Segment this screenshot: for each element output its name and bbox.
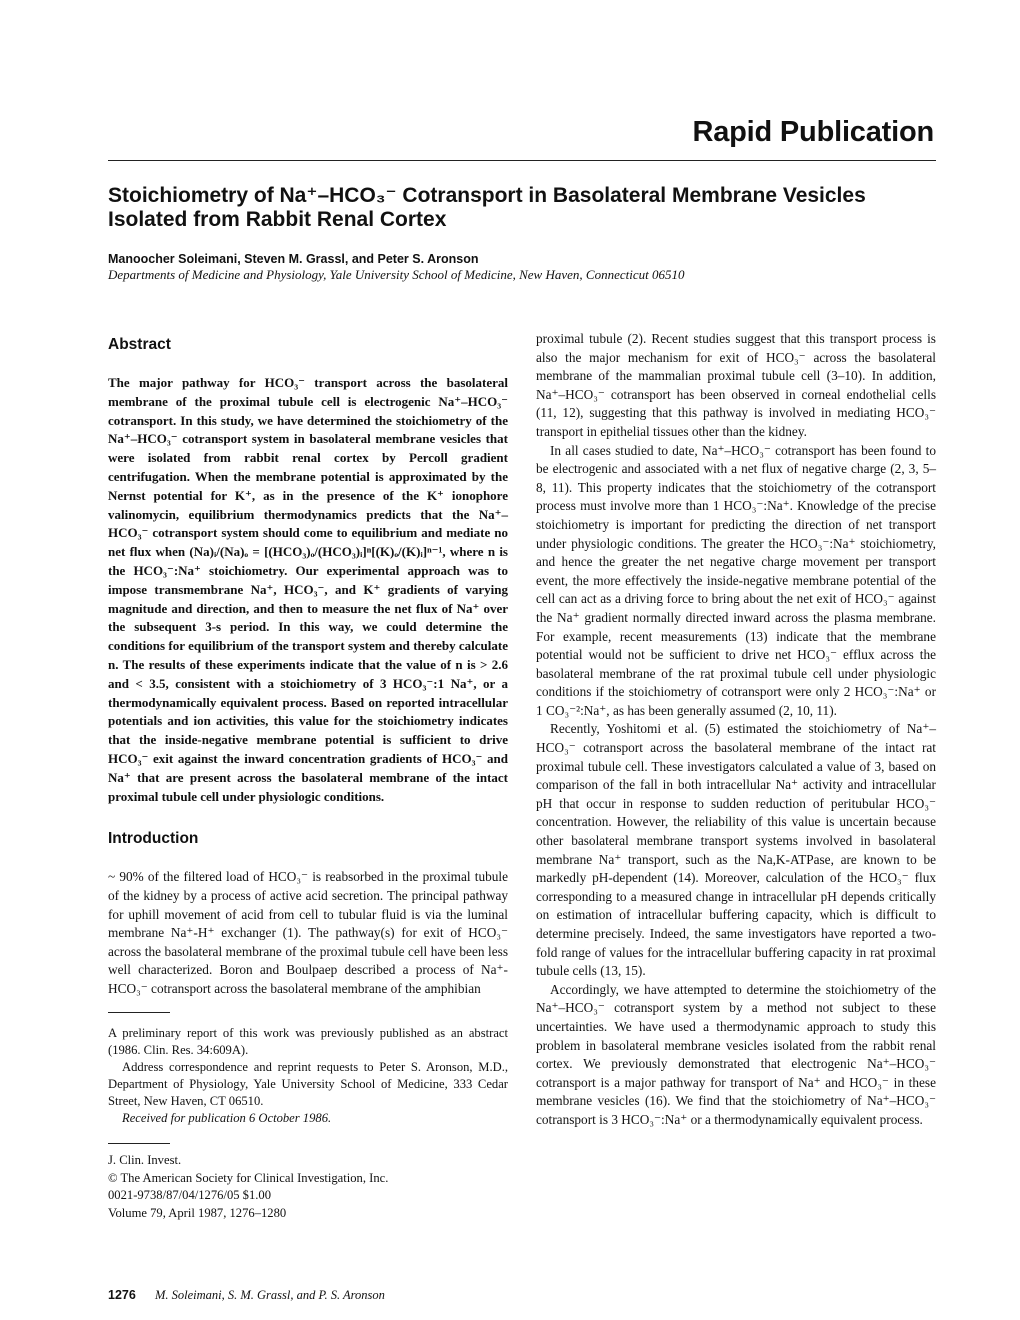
page-number: 1276 xyxy=(108,1288,136,1302)
body-paragraph: proximal tubule (2). Recent studies suggest that this transport process is also the major mechanism for exit of HCO₃⁻ across the basolateral membrane of the mammalian proximal tubule cell (3–10). In addition, Na⁺–HCO₃⁻ cotransport has been observed in corneal endothelial cells (11, 12), suggesting that this pathway is involved in mediating HCO₃⁻ transport in epithelial tissues other than the kidney. xyxy=(536,331,936,439)
body-paragraph: Recently, Yoshitomi et al. (5) estimated the stoichiometry of Na⁺–HCO₃⁻ cotransport across the basolateral membrane of the intact rat proximal tubule cell. These investigators calculated a value of 3, based on comparison of the fall in both intracellular Na⁺ activity and intracellular pH that occur in response to sudden reduction of peritubular HCO₃⁻ concentration. However, the reliability of this value is uncertain because other basolateral membrane transport systems involved in basolateral membrane Na⁺ transport, such as the Na,K-ATPase, are known to be markedly pH-dependent (14). Moreover, calculation of the HCO₃⁻ flux corresponding to a measured change in intracellular pH depends critically on estimation of intracellular buffering capacity, which is difficult to determine precisely. Indeed, the same investigators have reported a two-fold range of values for the intracellular buffering capacity in rat proximal tubule cells (13, 15). xyxy=(536,721,936,979)
introduction-paragraph: ~ 90% of the filtered load of HCO₃⁻ is reabsorbed in the proximal tubule of the kidney by a process of active acid secretion. The principal pathway for uphill movement of acid from cell to tubular fluid is via the luminal membrane Na⁺-H⁺ exchanger (1). The pathway(s) for exit of HCO₃⁻ across the basolateral membrane of the proximal tubule cell have been less well characterized. Boron and Boulpaep described a process of Na⁺-HCO₃⁻ cotransport across the basolateral membrane of the amphibian xyxy=(108,869,508,996)
affiliation: Departments of Medicine and Physiology, Yale University School of Medicine, New Haven, Connecticut 06510 xyxy=(108,267,685,282)
footnote-address: Address correspondence and reprint requests to Peter S. Aronson, M.D., Department of Physiology, Yale University School of Medicine, 333 Cedar Street, New Haven, CT 06510. xyxy=(108,1060,508,1109)
copyright: © The American Society for Clinical Investigation, Inc. xyxy=(108,1170,389,1185)
running-authors: M. Soleimani, S. M. Grassl, and P. S. Aronson xyxy=(154,1288,385,1302)
issn: 0021-9738/87/04/1276/05 $1.00 xyxy=(108,1188,272,1203)
journal-info-rule xyxy=(108,1143,170,1144)
page-footer xyxy=(108,1288,385,1303)
abstract-heading: Abstract xyxy=(108,336,171,353)
right-column xyxy=(536,330,936,1130)
journal-name: J. Clin. Invest. xyxy=(108,1153,182,1168)
body-paragraph: Accordingly, we have attempted to determine the stoichiometry of the Na⁺–HCO₃⁻ cotransport system by a method not subject to these uncertainties. We have used a thermodynamic approach to study this problem in basolateral membrane vesicles isolated from the rabbit renal cortex. We previously demonstrated that electrogenic Na⁺–HCO₃⁻ cotransport is a major pathway for transport of Na⁺ and HCO₃⁻ in these membrane vesicles (16). We find that the stoichiometry of Na⁺–HCO₃⁻ cotransport is 3 HCO₃⁻:Na⁺ or a thermodynamically equivalent process. xyxy=(536,981,936,1127)
footnote-preliminary: A preliminary report of this work was previously published as an abstract (1986. Clin. Res. 34:609A). xyxy=(108,1026,508,1058)
footnote-received: Received for publication 6 October 1986. xyxy=(122,1111,332,1126)
introduction-heading: Introduction xyxy=(108,830,199,848)
article-title: Stoichiometry of Na⁺–HCO₃⁻ Cotransport in Basolateral Membrane Vesicles Isolated from Rabbit Renal Cortex xyxy=(108,184,866,231)
abstract-text: The major pathway for HCO₃⁻ transport across the basolateral membrane of the proximal tubule cell is electrogenic Na⁺–HCO₃⁻ cotransport. In this study, we have determined the stoichiometry of the Na⁺–HCO₃⁻ cotransport system in basolateral membrane vesicles that were isolated from rabbit renal cortex by Percoll gradient centrifugation. When the membrane potential is approximated by the Nernst potential for K⁺, as in the presence of the K⁺ ionophore valinomycin, equilibrium thermodynamics predicts that the Na⁺–HCO₃⁻ cotransport system should come to equilibrium and mediate no net flux when (Na)ᵢ/(Na)ₒ = [(HCO₃)ₒ/(HCO₃)ᵢ]ⁿ[(K)ₒ/(K)ᵢ]ⁿ⁻¹, where n is the HCO₃⁻:Na⁺ stoichiometry. Our experimental approach was to impose transmembrane Na⁺, HCO₃⁻, and K⁺ gradients of varying magnitude and direction, and then to measure the net flux of Na⁺ over the subsequent 3-s period. In this way, we could determine the conditions for equilibrium of the transport system and thereby calculate n. The results of these experiments indicate that the value of n is > 2.6 and < 3.5, consistent with a stoichiometry of 3 HCO₃⁻:1 Na⁺, or a thermodynamically equivalent process. Based on reported intracellular potentials and ion activities, this value for the stoichiometry indicates that the inside-negative membrane potential is sufficient to drive HCO₃⁻ exit against the inward concentration gradients of HCO₃⁻ and Na⁺ that are present across the basolateral membrane of the intact proximal tubule cell under physiologic conditions. xyxy=(108,375,508,804)
authors: Manoocher Soleimani, Steven M. Grassl, and Peter S. Aronson xyxy=(108,252,479,266)
volume-info: Volume 79, April 1987, 1276–1280 xyxy=(108,1205,287,1220)
header-rule xyxy=(108,160,936,161)
body-paragraph: In all cases studied to date, Na⁺–HCO₃⁻ cotransport has been found to be electrogenic and associated with a net flux of negative charge (2, 3, 5–8, 11). This property indicates that the stoichiometry of the cotransport process must involve more than 1 HCO₃⁻:Na⁺. Knowledge of the precise stoichiometry is important for predicting the direction of net transport under physiologic conditions. The greater the HCO₃⁻:Na⁺ stoichiometry, and hence the greater the net negative charge movement per transport event, the more effectively the inside-negative membrane potential of the cell can act as a driving force to bring about the net exit of HCO₃⁻ against the Na⁺ gradient normally directed inward across the plasma membrane. For example, recent measurements (13) indicate that the membrane potential would not be sufficient to drive net HCO₃⁻ efflux across the basolateral membrane of the rat proximal tubule cell under physiologic conditions if the stoichiometry of cotransport were only 2 HCO₃⁻:Na⁺ or 1 CO₃⁻²:Na⁺, as has been generally assumed (2, 10, 11). xyxy=(536,442,936,718)
section-label: Rapid Publication xyxy=(692,116,934,148)
footnote-rule xyxy=(108,1012,170,1013)
left-column xyxy=(108,336,508,1222)
